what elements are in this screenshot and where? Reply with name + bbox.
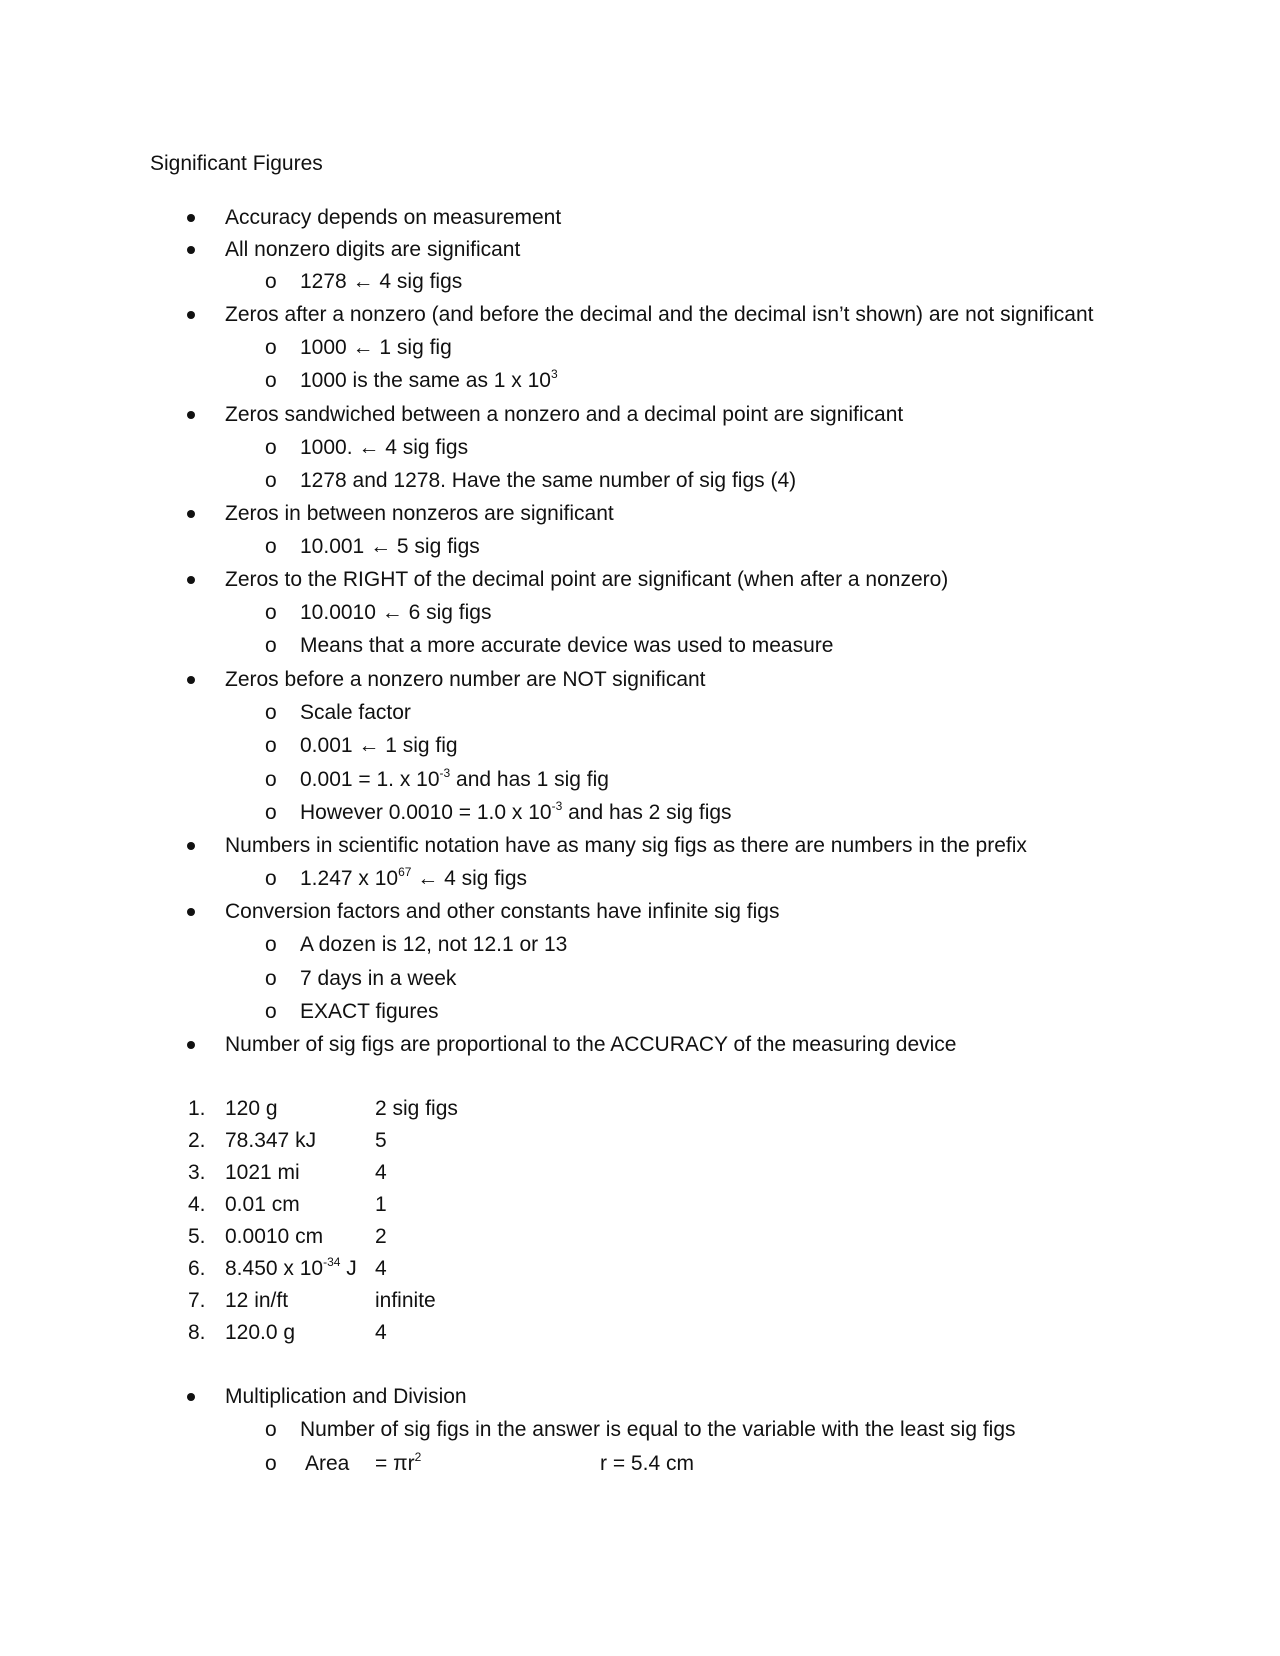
- list-number: 1.: [188, 1097, 206, 1120]
- example-value: 12 in/ft: [225, 1289, 289, 1312]
- sub-bullet-marker: o: [265, 336, 277, 359]
- bullet-marker: [187, 576, 195, 584]
- bullet-text: Conversion factors and other constants have infinite sig figs: [225, 900, 780, 923]
- bullet-text: Zeros sandwiched between a nonzero and a decimal point are significant: [225, 403, 904, 426]
- bullet-marker: [187, 214, 195, 222]
- example-answer: 2 sig figs: [375, 1097, 458, 1120]
- sub-bullet-marker: o: [265, 701, 277, 724]
- sub-bullet-text: [300, 766, 609, 794]
- sub-bullet-marker: o: [265, 601, 277, 624]
- bullet-marker: [187, 411, 195, 419]
- area-label: Area: [305, 1452, 350, 1475]
- radius-value: r = 5.4 cm: [600, 1452, 694, 1475]
- example-answer: 2: [375, 1225, 387, 1248]
- document-title: Significant Figures: [150, 152, 323, 175]
- bullet-marker: [187, 1041, 195, 1049]
- bullet-marker: [187, 1393, 195, 1401]
- sub-bullet-marker: o: [265, 1000, 277, 1023]
- text-run: However 0.0010 = 1.0 x 10: [300, 801, 552, 824]
- bullet-marker: [187, 311, 195, 319]
- sub-bullet-marker: o: [265, 933, 277, 956]
- text-run: 0.001 = 1. x 10: [300, 768, 440, 791]
- sub-bullet-marker: o: [265, 801, 277, 824]
- sub-bullet-text: Number of sig figs in the answer is equal to the variable with the least sig figs: [300, 1418, 1016, 1441]
- sub-bullet-text: EXACT figures: [300, 1000, 439, 1023]
- text-run: 1.247 x 10: [300, 867, 399, 890]
- bullet-text: Zeros after a nonzero (and before the decimal and the decimal isn’t shown) are not significant: [225, 303, 1094, 326]
- example-value: 0.01 cm: [225, 1193, 300, 1216]
- text-run: ← 4 sig figs: [411, 867, 527, 890]
- sub-bullet-marker: o: [265, 768, 277, 791]
- example-answer: 4: [375, 1257, 387, 1280]
- exponent: -3: [439, 766, 451, 780]
- example-answer: 4: [375, 1321, 387, 1344]
- bullet-text: Number of sig figs are proportional to the ACCURACY of the measuring device: [225, 1033, 957, 1056]
- sub-bullet-marker: o: [265, 867, 277, 890]
- bullet-text: All nonzero digits are significant: [225, 238, 521, 261]
- sub-bullet-text: 7 days in a week: [300, 967, 457, 990]
- example-answer: 5: [375, 1129, 387, 1152]
- text-run: 1000 is the same as 1 x 10: [300, 369, 551, 392]
- example-answer: 1: [375, 1193, 387, 1216]
- text-run: 8.450 x 10: [225, 1257, 324, 1280]
- exponent: 67: [398, 865, 412, 879]
- sub-bullet-text: 1000 ← 1 sig fig: [300, 336, 452, 359]
- bullet-marker: [187, 676, 195, 684]
- list-number: 5.: [188, 1225, 206, 1248]
- exponent: -34: [323, 1255, 341, 1269]
- bullet-text: Zeros to the RIGHT of the decimal point are significant (when after a nonzero): [225, 568, 949, 591]
- bullet-text: Zeros in between nonzeros are significant: [225, 502, 614, 525]
- sub-bullet-marker: o: [265, 469, 277, 492]
- text-run: = πr: [375, 1452, 415, 1475]
- sub-bullet-text: Means that a more accurate device was used to measure: [300, 634, 834, 657]
- bullet-text: Accuracy depends on measurement: [225, 206, 562, 229]
- exponent: -3: [551, 799, 563, 813]
- bullet-text: Zeros before a nonzero number are NOT significant: [225, 668, 706, 691]
- bullet-marker: [187, 908, 195, 916]
- sub-bullet-text: 0.001 ← 1 sig fig: [300, 734, 458, 757]
- sub-bullet-text: 10.001 ← 5 sig figs: [300, 535, 480, 558]
- sub-bullet-text: 10.0010 ← 6 sig figs: [300, 601, 492, 624]
- example-value: 78.347 kJ: [225, 1129, 317, 1152]
- sub-bullet-text: Scale factor: [300, 701, 411, 724]
- bullet-marker: [187, 842, 195, 850]
- text-run: and has 1 sig fig: [450, 768, 609, 791]
- sub-bullet-marker: o: [265, 967, 277, 990]
- list-number: 7.: [188, 1289, 206, 1312]
- sub-bullet-text: [300, 865, 527, 893]
- exponent: 2: [414, 1450, 422, 1464]
- sub-bullet-text: A dozen is 12, not 12.1 or 13: [300, 933, 568, 956]
- sub-bullet-marker: o: [265, 535, 277, 558]
- sub-bullet-marker: o: [265, 436, 277, 459]
- area-formula: [375, 1450, 421, 1478]
- sub-bullet-text: 1000. ← 4 sig figs: [300, 436, 469, 459]
- list-number: 3.: [188, 1161, 206, 1184]
- bullet-text: Numbers in scientific notation have as many sig figs as there are numbers in the prefix: [225, 834, 1027, 857]
- sub-bullet-marker: o: [265, 369, 277, 392]
- sub-bullet-marker: o: [265, 634, 277, 657]
- list-number: 6.: [188, 1257, 206, 1280]
- bullet-marker: [187, 510, 195, 518]
- text-run: J: [340, 1257, 357, 1280]
- sub-bullet-text: 1278 ← 4 sig figs: [300, 270, 463, 293]
- list-number: 8.: [188, 1321, 206, 1344]
- example-answer: infinite: [375, 1289, 436, 1312]
- example-value: 1021 mi: [225, 1161, 300, 1184]
- exponent: 3: [551, 367, 558, 381]
- sub-bullet-marker: o: [265, 1418, 277, 1441]
- example-value: 0.0010 cm: [225, 1225, 324, 1248]
- list-number: 4.: [188, 1193, 206, 1216]
- bullet-text: Multiplication and Division: [225, 1385, 467, 1408]
- list-number: 2.: [188, 1129, 206, 1152]
- text-run: and has 2 sig figs: [562, 801, 732, 824]
- bullet-marker: [187, 246, 195, 254]
- sub-bullet-text: 1278 and 1278. Have the same number of sig figs (4): [300, 469, 797, 492]
- example-value: 120.0 g: [225, 1321, 296, 1344]
- sub-bullet-marker: o: [265, 734, 277, 757]
- sub-bullet-text: [300, 367, 558, 395]
- example-answer: 4: [375, 1161, 387, 1184]
- example-value: [225, 1255, 357, 1283]
- sub-bullet-marker: o: [265, 270, 277, 293]
- sub-bullet-text: [300, 799, 732, 827]
- sub-bullet-marker: o: [265, 1452, 277, 1475]
- example-value: 120 g: [225, 1097, 278, 1120]
